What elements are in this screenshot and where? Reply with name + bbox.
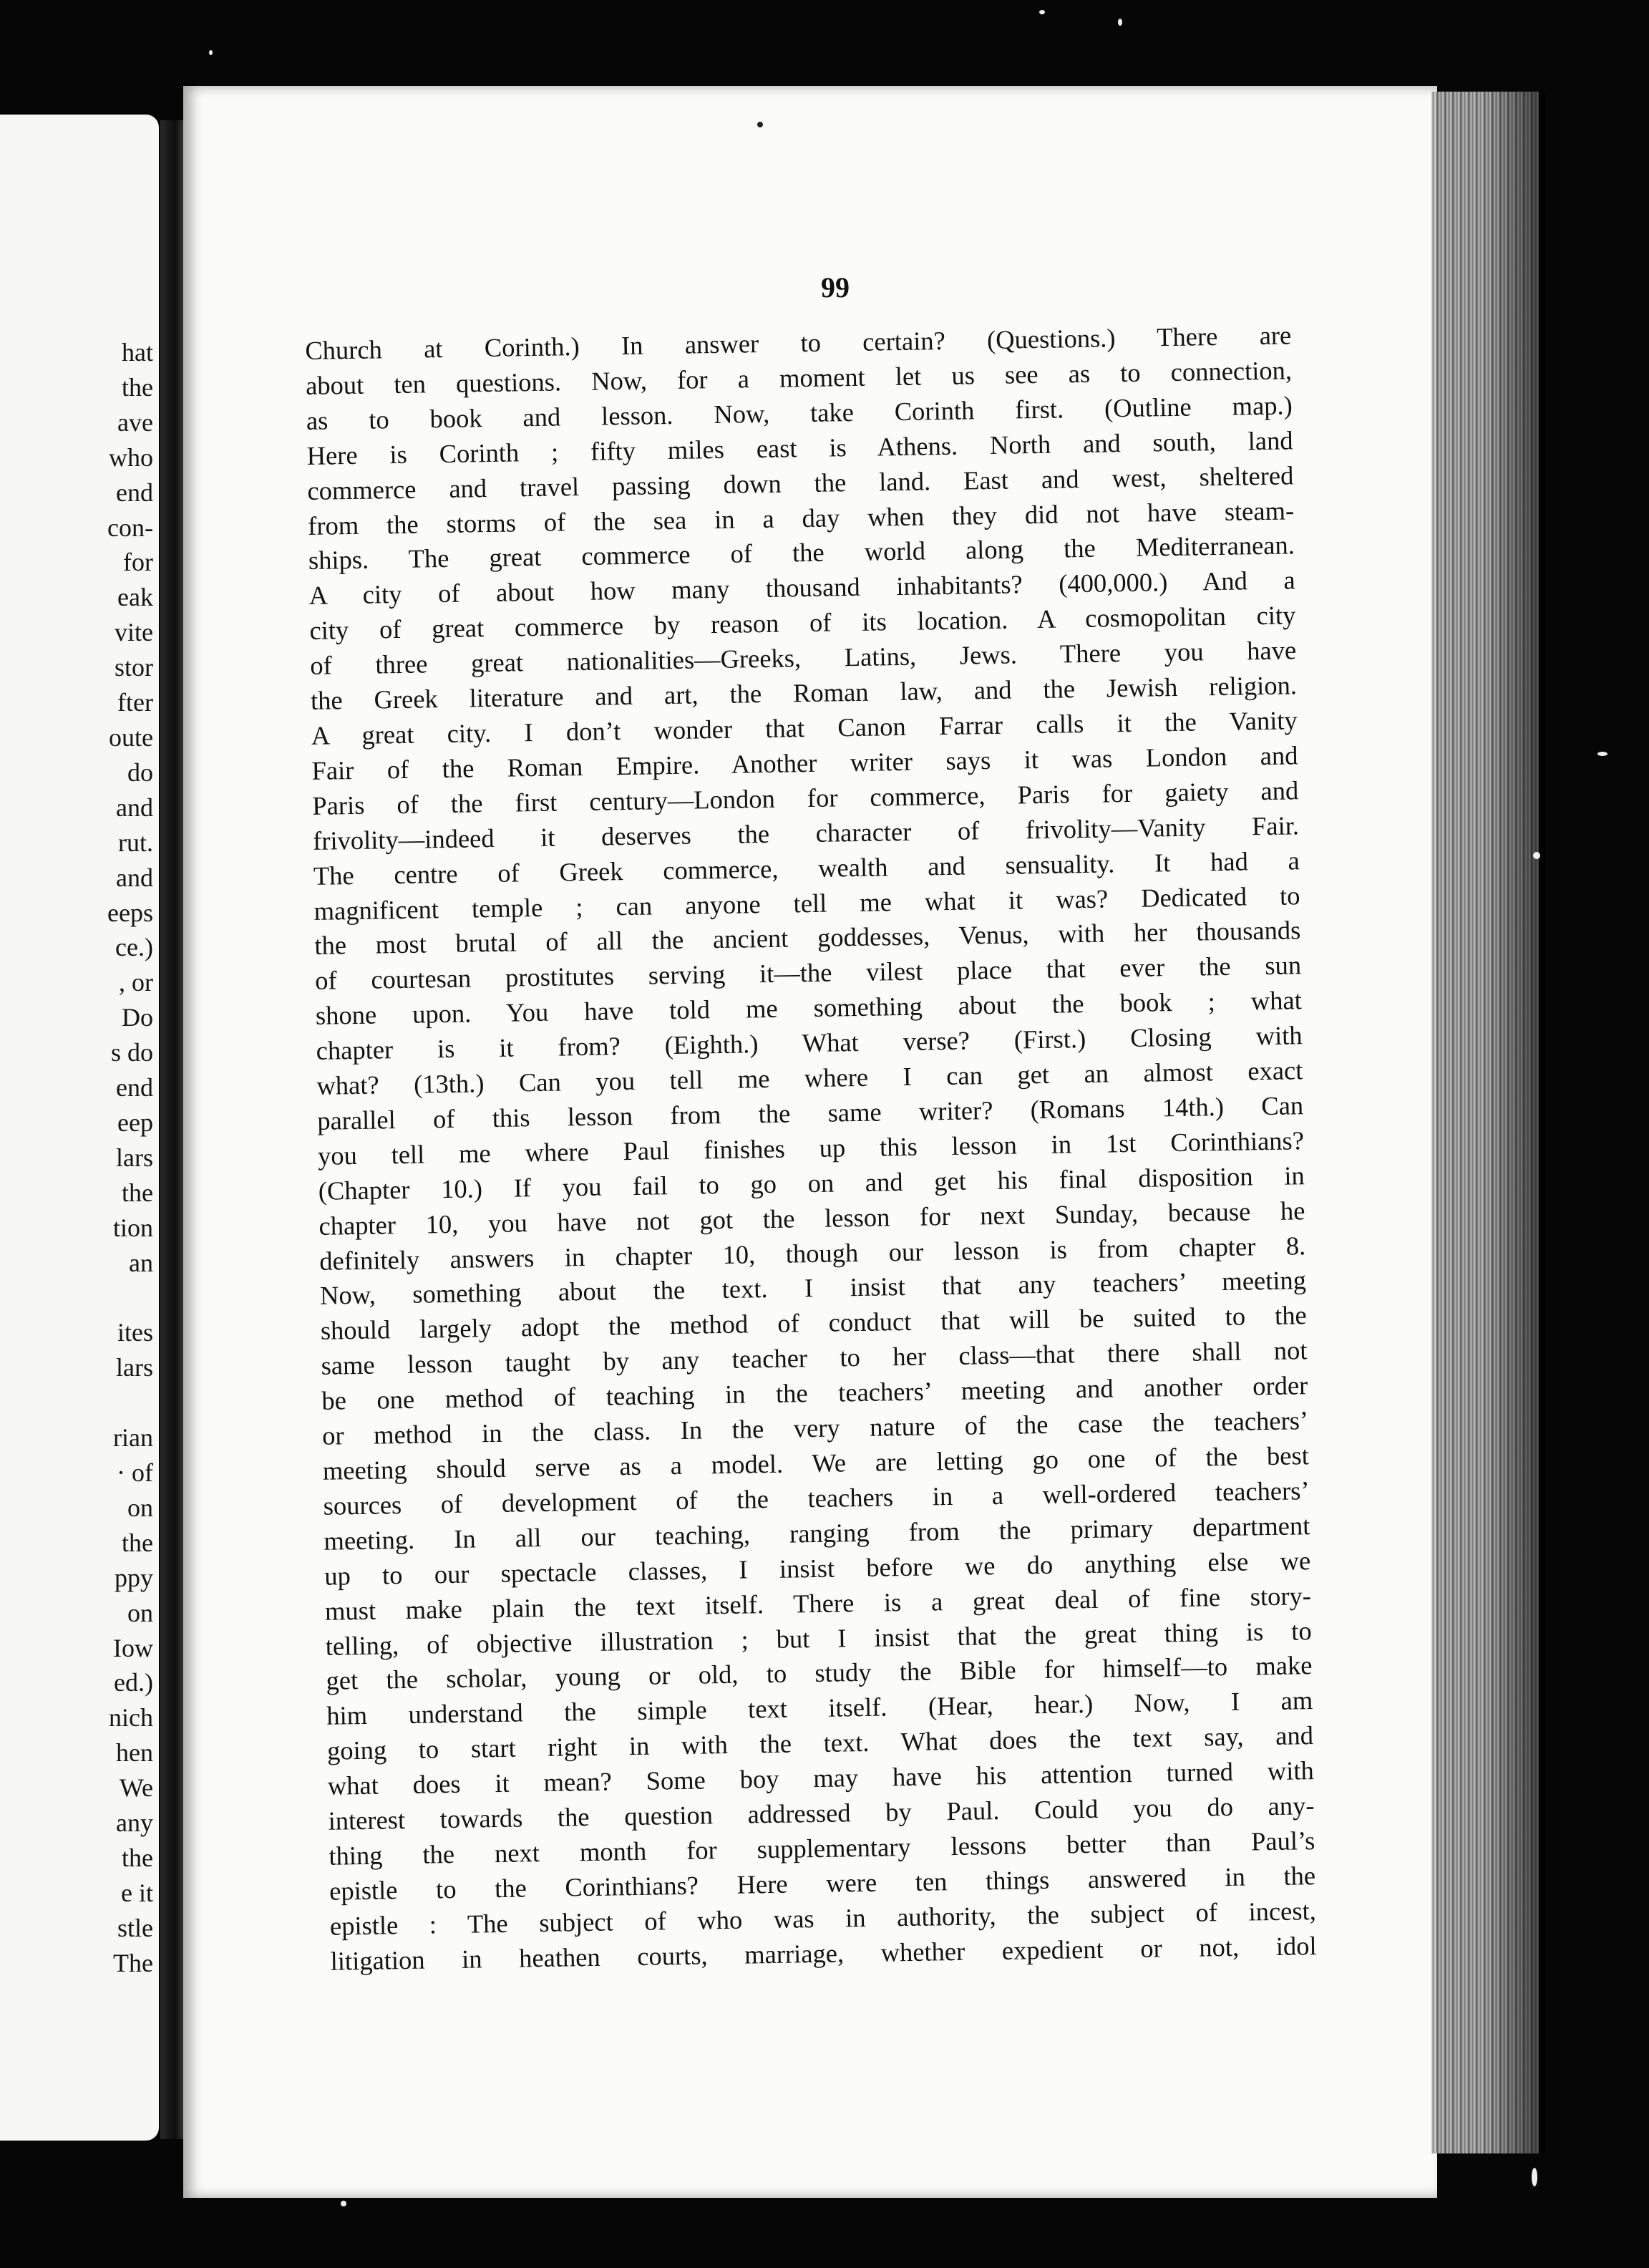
text-line: epistle to the Corinthians? Here were ten things answered in the bbox=[329, 1860, 1316, 1906]
facing-page-fragment: the bbox=[122, 372, 153, 402]
facing-page-fragment: fter bbox=[117, 688, 153, 717]
facing-page-fragment: ed.) bbox=[114, 1668, 153, 1697]
scan-speck bbox=[757, 122, 763, 127]
scan-speck bbox=[209, 50, 213, 55]
facing-page-fragment: end bbox=[116, 1073, 153, 1102]
facing-page-fragment: ave bbox=[117, 407, 153, 437]
fragment-gap bbox=[10, 1280, 153, 1315]
text-line: Now, something about the text. I insist that any teachers’ meeting bbox=[319, 1265, 1307, 1311]
facing-page-fragment: Iow bbox=[113, 1633, 153, 1662]
facing-page-fragment: do bbox=[127, 757, 153, 787]
facing-page-fragment: eeps bbox=[107, 898, 153, 927]
text-line: Paris of the first century—London for commerce, Paris for gaiety and bbox=[312, 775, 1299, 820]
text-line: sources of development of the teachers in a well-ordered teachers’ bbox=[323, 1475, 1310, 1521]
text-line: what does it mean? Some boy may have his attention turned with bbox=[327, 1755, 1315, 1801]
facing-page-text-fragments bbox=[10, 335, 153, 1981]
text-line: get the scholar, young or old, to study the Bible for himself—to make bbox=[326, 1650, 1313, 1696]
facing-page-fragment: end bbox=[116, 478, 153, 507]
text-line: A city of about how many thousand inhabitants? (400,000.) And a bbox=[308, 565, 1295, 611]
text-line: as to book and lesson. Now, take Corinth first. (Outline map.) bbox=[306, 390, 1293, 435]
facing-page-fragment: e it bbox=[121, 1878, 153, 1907]
text-line: of three great nationalities—Greeks, Latins, Jews. There you have bbox=[309, 635, 1297, 681]
facing-page-fragment: the bbox=[122, 1178, 153, 1207]
text-line: thing the next month for supplementary lessons better than Paul’s bbox=[329, 1826, 1315, 1871]
facing-page-fragment: oute bbox=[109, 722, 153, 752]
text-line: (Chapter 10.) If you fail to go on and get his final disposition in bbox=[318, 1160, 1305, 1206]
text-line: Here is Corinth ; fifty miles east is Athens. North and south, land bbox=[306, 425, 1293, 470]
facing-page-fragment: ites bbox=[117, 1318, 153, 1347]
facing-page-fragment: We bbox=[119, 1773, 153, 1803]
text-line: ships. The great commerce of the world along the Mediterranean. bbox=[308, 530, 1295, 576]
text-line: meeting. In all our teaching, ranging from the primary department bbox=[324, 1510, 1310, 1556]
facing-page-fragment: the bbox=[122, 1843, 153, 1872]
facing-page-fragment: eak bbox=[117, 583, 153, 612]
facing-page-fragment: and bbox=[116, 793, 153, 822]
facing-page-fragment: on bbox=[127, 1493, 153, 1522]
text-line: A great city. I don’t wonder that Canon Farrar calls it the Vanity bbox=[311, 705, 1298, 750]
facing-page-fragment: vite bbox=[115, 618, 153, 647]
facing-page-fragment: · of bbox=[117, 1458, 153, 1487]
facing-page-fragment: s do bbox=[110, 1038, 153, 1067]
facing-page-fragment: any bbox=[116, 1808, 153, 1838]
text-line: same lesson taught by any teacher to her class—that there shall not bbox=[321, 1335, 1308, 1381]
text-line: the most brutal of all the ancient goddesses, Venus, with her thousands bbox=[314, 915, 1301, 961]
text-line: definitely answers in chapter 10, though our lesson is from chapter 8. bbox=[319, 1230, 1306, 1276]
text-line: up to our spectacle classes, I insist before we do anything else we bbox=[324, 1545, 1311, 1591]
text-line: Church at Corinth.) In answer to certain? (Questions.) There are bbox=[305, 320, 1292, 365]
facing-page-fragment: the bbox=[122, 1528, 153, 1557]
text-line: what? (13th.) Can you tell me where I can get an almost exact bbox=[316, 1055, 1303, 1100]
text-line: should largely adopt the method of conduct that will be suited to the bbox=[320, 1300, 1308, 1346]
fragment-gap bbox=[10, 1385, 153, 1420]
text-line: shone upon. You have told me something about the book ; what bbox=[315, 985, 1303, 1031]
page-number: 99 bbox=[821, 271, 850, 304]
text-line: interest towards the question addressed by Paul. Could you do any- bbox=[328, 1790, 1315, 1836]
facing-page-fragment: con- bbox=[107, 513, 153, 542]
text-line: Fair of the Roman Empire. Another writer says it was London and bbox=[311, 740, 1298, 785]
text-line: about ten questions. Now, for a moment let us see as to connection, bbox=[305, 355, 1293, 400]
text-line: or method in the class. In the very nature of the case the teachers’ bbox=[321, 1405, 1309, 1450]
facing-page-fragment: an bbox=[129, 1248, 153, 1277]
text-line: chapter is it from? (Eighth.) What verse? (First.) Closing with bbox=[316, 1020, 1303, 1065]
text-line: meeting should serve as a model. We are letting go one of the best bbox=[322, 1440, 1310, 1486]
facing-page-fragment: The bbox=[113, 1948, 153, 1977]
body-text bbox=[305, 318, 1317, 1979]
text-line: magnificent temple ; can anyone tell me what it was? Dedicated to bbox=[313, 880, 1300, 926]
facing-page-fragment: stle bbox=[117, 1913, 153, 1942]
facing-page-fragment: stor bbox=[115, 653, 153, 682]
facing-page-fragment: hen bbox=[116, 1738, 153, 1768]
text-line: must make plain the text itself. There is a great deal of fine story- bbox=[324, 1580, 1312, 1626]
text-line: telling, of objective illustration ; but I insist that the great thing is to bbox=[325, 1615, 1312, 1661]
facing-page-fragment: Do bbox=[122, 1003, 153, 1032]
text-line: from the storms of the sea in a day when they did not have steam- bbox=[307, 495, 1295, 541]
book-gutter bbox=[160, 120, 185, 2139]
scan-speck bbox=[341, 2201, 346, 2206]
text-line: of courtesan prostitutes serving it—the vilest place that ever the sun bbox=[314, 950, 1302, 996]
text-line: parallel of this lesson from the same writer? (Romans 14th.) Can bbox=[316, 1090, 1304, 1135]
text-line: city of great commerce by reason of its location. A cosmopolitan city bbox=[309, 600, 1296, 646]
facing-page-fragment: eep bbox=[117, 1108, 153, 1137]
page bbox=[183, 86, 1437, 2198]
text-line: epistle : The subject of who was in authority, the subject of incest, bbox=[329, 1895, 1317, 1941]
text-line: be one method of teaching in the teachers’ meeting and another order bbox=[321, 1370, 1308, 1416]
book-edge-shadow bbox=[1482, 92, 1546, 2153]
text-line: commerce and travel passing down the land. East and west, sheltered bbox=[307, 460, 1294, 505]
text-line: him understand the simple text itself. (Hear, hear.) Now, I am bbox=[326, 1685, 1313, 1731]
facing-page-left bbox=[0, 115, 159, 2141]
scan-speck bbox=[1039, 10, 1045, 14]
facing-page-fragment: rut. bbox=[118, 828, 153, 857]
facing-page-fragment: on bbox=[127, 1598, 153, 1627]
facing-page-fragment: who bbox=[109, 442, 153, 472]
facing-page-fragment: lars bbox=[116, 1353, 153, 1382]
facing-page-fragment: ce.) bbox=[115, 933, 153, 962]
facing-page-fragment: nich bbox=[109, 1703, 153, 1732]
scan-speck bbox=[1597, 752, 1607, 756]
scan-speck bbox=[1533, 852, 1540, 859]
facing-page-fragment: and bbox=[116, 863, 153, 892]
text-line: you tell me where Paul finishes up this lesson in 1st Corinthians? bbox=[317, 1125, 1305, 1171]
text-line: chapter 10, you have not got the lesson for next Sunday, because he bbox=[318, 1195, 1305, 1241]
text-line: litigation in heathen courts, marriage, whether expedient or not, idol bbox=[330, 1930, 1317, 1976]
facing-page-fragment: , or bbox=[119, 968, 153, 997]
facing-page-fragment: hat bbox=[122, 338, 153, 367]
scan-speck bbox=[1118, 19, 1122, 26]
facing-page-fragment: for bbox=[123, 548, 153, 577]
facing-page-fragment: tion bbox=[112, 1213, 153, 1242]
text-line: going to start right in with the text. What does the text say, and bbox=[326, 1720, 1314, 1766]
facing-page-fragment: lars bbox=[116, 1143, 153, 1172]
text-line: the Greek literature and art, the Roman law, and the Jewish religion. bbox=[310, 670, 1298, 715]
facing-page-fragment: rian bbox=[113, 1423, 153, 1453]
text-line: The centre of Greek commerce, wealth and sensuality. It had a bbox=[313, 845, 1300, 891]
text-line: frivolity—indeed it deserves the character of frivolity—Vanity Fair. bbox=[312, 810, 1300, 856]
facing-page-fragment: ppy bbox=[115, 1563, 153, 1592]
scan-speck bbox=[1532, 2168, 1537, 2186]
